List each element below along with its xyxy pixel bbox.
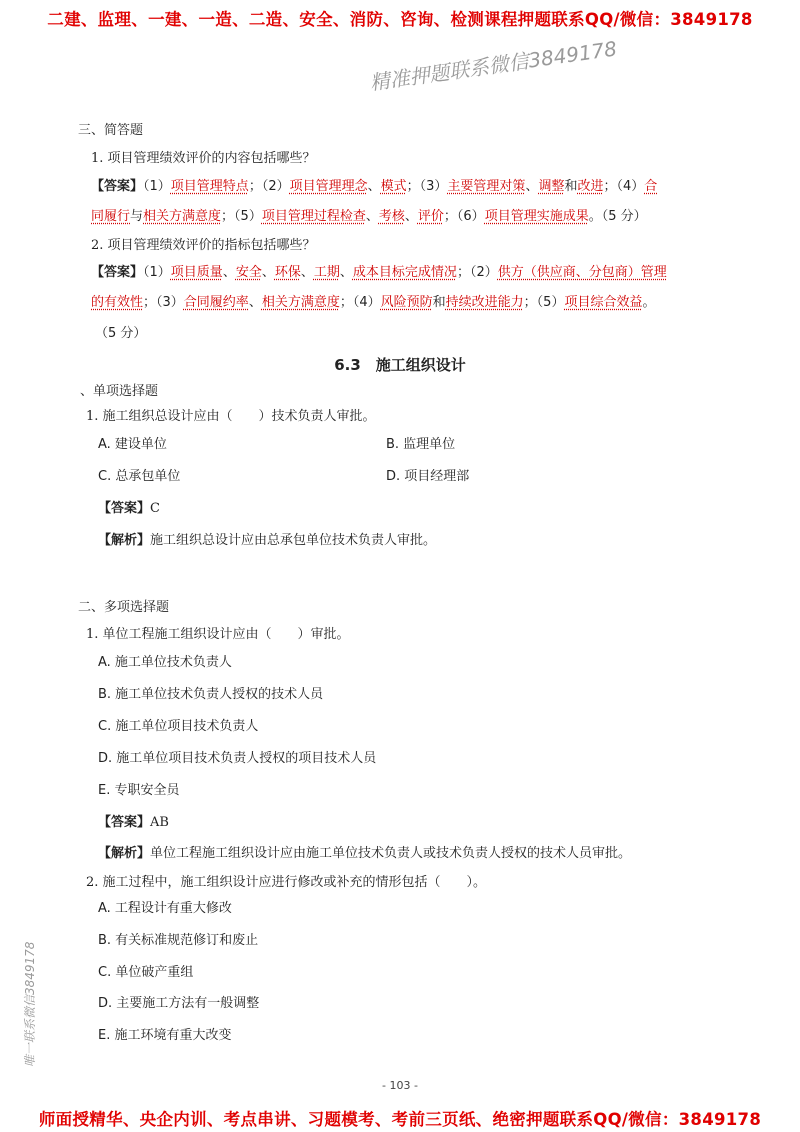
answer-text: 。 (642, 295, 656, 310)
answer-text: ；（4） (603, 179, 645, 194)
header-banner: 二建、监理、一建、一造、二造、安全、消防、咨询、检测课程押题联系QQ/微信：3849178 (47, 10, 753, 29)
section-heading-short-answer: 三、简答题 (78, 123, 144, 138)
answer-keyword: 工期 (313, 265, 340, 280)
answer-text: 、 (367, 179, 381, 194)
answer-text: 和 (564, 179, 578, 194)
answer-label: 【答案】 (91, 265, 144, 280)
section-heading-multi-choice: 二、多项选择题 (78, 600, 170, 615)
answer-line (91, 264, 667, 282)
answer-keyword: 持续改进能力 (445, 295, 524, 310)
answer-value: C (150, 501, 160, 516)
answer-keyword: 改进 (577, 179, 604, 194)
answer-keyword: 合 (644, 179, 658, 194)
question-text: 1. 施工组织总设计应由（ ）技术负责人审批。 (86, 409, 376, 424)
answer-line (98, 814, 169, 832)
question-text: 1. 单位工程施工组织设计应由（ ）审批。 (86, 627, 350, 642)
answer-keyword: 项目管理过程检查 (261, 209, 366, 224)
option-b: B. 有关标准规范修订和废止 (98, 933, 259, 948)
analysis-line (98, 532, 436, 550)
answer-text: 、 (261, 265, 275, 280)
answer-line (91, 294, 655, 312)
answer-text: 与 (130, 209, 144, 224)
answer-text: ；（2） (248, 179, 290, 194)
answer-label: 【答案】 (98, 501, 151, 516)
question-text: 2. 项目管理绩效评价的指标包括哪些？ (91, 238, 316, 253)
option-a: A. 建设单位 (98, 437, 167, 452)
answer-score: （5 分） (95, 326, 147, 341)
option-d: D. 施工单位项目技术负责人授权的项目技术人员 (98, 751, 377, 766)
answer-keyword: 模式 (380, 179, 407, 194)
answer-keyword: 项目综合效益 (564, 295, 643, 310)
answer-keyword: 项目管理实施成果 (484, 209, 589, 224)
answer-keyword: 评价 (417, 209, 444, 224)
answer-label: 【答案】 (91, 179, 144, 194)
answer-text: 和 (432, 295, 446, 310)
analysis-text: 施工组织总设计应由总承包单位技术负责人审批。 (150, 533, 437, 548)
answer-line (98, 500, 160, 518)
answer-keyword: 主要管理对策 (447, 179, 526, 194)
answer-text: 、 (222, 265, 236, 280)
answer-line (91, 208, 647, 226)
answer-keyword: 风险预防 (380, 295, 433, 310)
watermark-center: 精准押题联系微信3849178 (368, 36, 619, 95)
footer-banner: 师面授精华、央企内训、考点串讲、习题模考、考前三页纸、绝密押题联系QQ/微信：3849178 (38, 1110, 762, 1129)
answer-text: ；（4） (339, 295, 381, 310)
answer-value: AB (150, 815, 169, 830)
answer-keyword: 相关方满意度 (143, 209, 222, 224)
analysis-line (98, 845, 631, 863)
answer-text: （1） (143, 179, 171, 194)
option-d: D. 项目经理部 (386, 469, 470, 484)
answer-keyword: 项目管理理念 (289, 179, 368, 194)
answer-keyword: 相关方满意度 (261, 295, 340, 310)
answer-text: 、 (365, 209, 379, 224)
answer-text: ；（5） (523, 295, 565, 310)
analysis-text: 单位工程施工组织设计应由施工单位技术负责人或技术负责人授权的技术人员审批。 (150, 846, 632, 861)
answer-text: 、 (525, 179, 539, 194)
answer-text: ；（6） (443, 209, 485, 224)
answer-keyword: 调整 (538, 179, 565, 194)
option-b: B. 施工单位技术负责人授权的技术人员 (98, 687, 324, 702)
option-a: A. 工程设计有重大修改 (98, 901, 232, 916)
analysis-label: 【解析】 (98, 533, 151, 548)
option-c: C. 单位破产重组 (98, 965, 194, 980)
answer-label: 【答案】 (98, 815, 151, 830)
answer-keyword: 环保 (274, 265, 301, 280)
watermark-bottom-left: 唯一联系微信3849178 (23, 941, 37, 1067)
question-text: 2. 施工过程中，施工组织设计应进行修改或补充的情形包括（ ）。 (86, 875, 487, 890)
answer-text: 、 (300, 265, 314, 280)
answer-text: 。（5 分） (588, 209, 647, 224)
answer-text: ；（5） (221, 209, 262, 224)
answer-text: （1） (143, 265, 171, 280)
option-c: C. 施工单位项目技术负责人 (98, 719, 259, 734)
option-b: B. 监理单位 (386, 437, 456, 452)
option-c: C. 总承包单位 (98, 469, 181, 484)
answer-keyword: 项目质量 (170, 265, 223, 280)
answer-text: ；（3） (406, 179, 448, 194)
answer-keyword: 供方（供应商、分包商）管理 (497, 265, 667, 280)
option-e: E. 施工环境有重大改变 (98, 1028, 232, 1043)
question-text: 1. 项目管理绩效评价的内容包括哪些？ (91, 151, 316, 166)
option-e: E. 专职安全员 (98, 783, 180, 798)
answer-keyword: 同履行 (91, 209, 131, 224)
answer-text: 、 (404, 209, 418, 224)
option-a: A. 施工单位技术负责人 (98, 655, 232, 670)
answer-text: ；（2） (456, 265, 498, 280)
answer-keyword: 合同履约率 (183, 295, 249, 310)
page-number: - 103 - (382, 1079, 418, 1092)
option-d: D. 主要施工方法有一般调整 (98, 996, 260, 1011)
section-title: 6.3 施工组织设计 (334, 356, 466, 374)
answer-keyword: 的有效性 (91, 295, 144, 310)
answer-keyword: 考核 (378, 209, 405, 224)
answer-text: ；（3） (143, 295, 184, 310)
answer-text: 、 (248, 295, 262, 310)
answer-keyword: 成本目标完成情况 (352, 265, 457, 280)
answer-text: 、 (339, 265, 353, 280)
answer-line (91, 178, 657, 196)
analysis-label: 【解析】 (98, 846, 151, 861)
answer-keyword: 项目管理特点 (170, 179, 249, 194)
answer-keyword: 安全 (235, 265, 262, 280)
section-heading-single-choice: 、单项选择题 (80, 384, 159, 399)
